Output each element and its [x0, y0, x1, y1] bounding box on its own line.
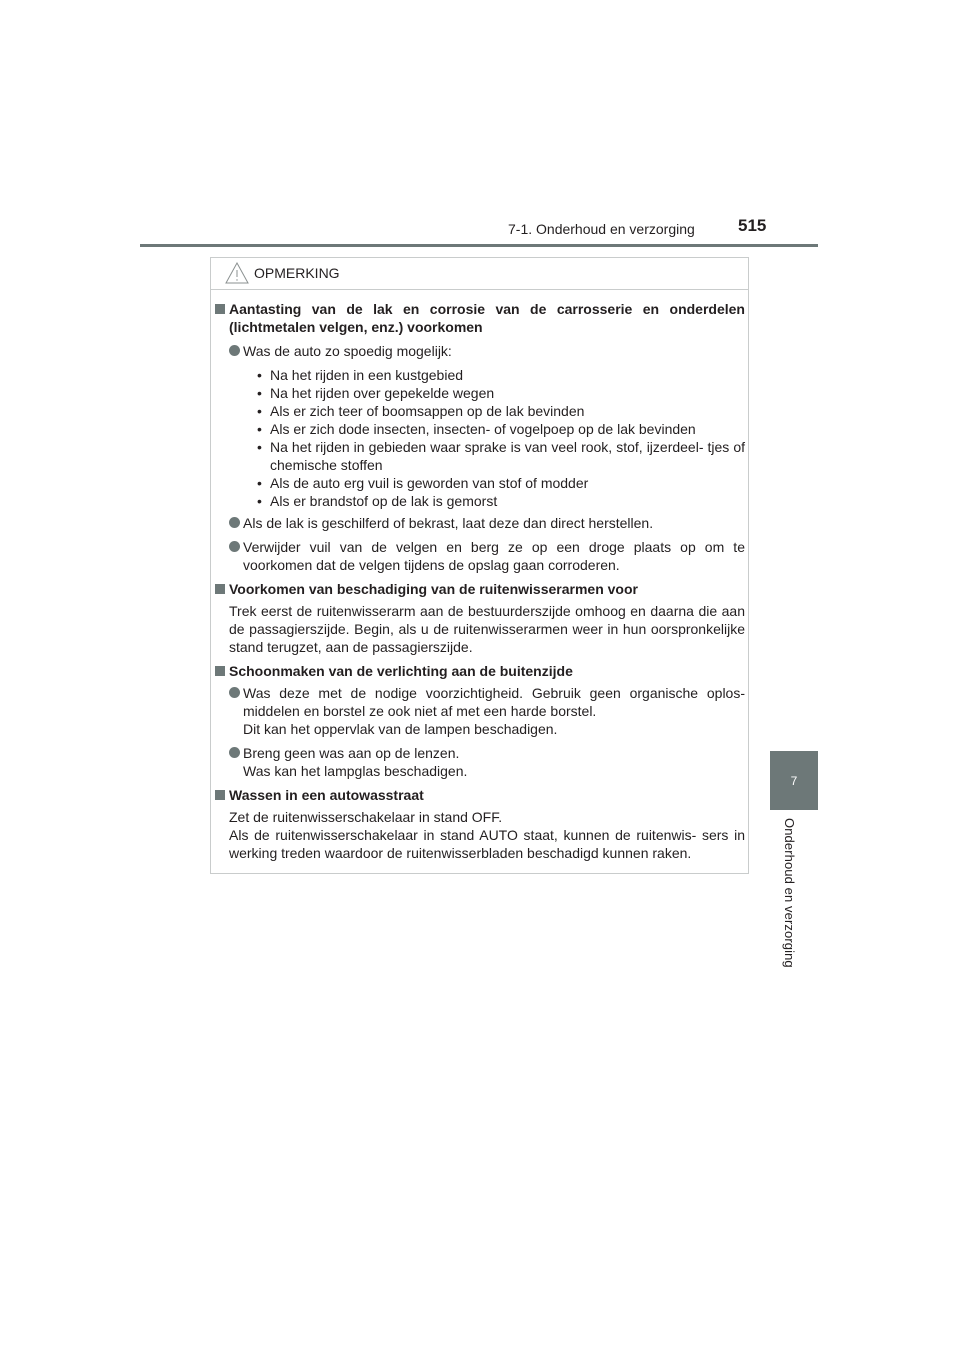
square-bullet-icon [215, 790, 225, 800]
sub-list-item: • Na het rijden over gepekelde wegen [257, 385, 495, 401]
section-title: Schoonmaken van de verlichting aan de buitenzijde [229, 663, 573, 679]
sub-list-item: • Als er brandstof op de lak is gemorst [257, 493, 498, 509]
list-item [229, 514, 745, 532]
notice-label: OPMERKING [254, 265, 340, 281]
sub-list [243, 366, 745, 510]
notice-box [210, 257, 749, 874]
chapter-side-title: Onderhoud en verzorging [782, 818, 797, 968]
section-title: Voorkomen van beschadiging van de ruitenwisserarmen voor [229, 581, 638, 597]
section-wiper-arms [215, 580, 745, 656]
section-text: Trek eerst de ruitenwisserarm aan de bestuurderszijde omhoog en daarna die aan de passagierszijde. Begin, als u de ruitenwisserarmen weer in hun oorspronkelijke stand terugzet, aan de passagierszijde. [229, 603, 745, 655]
chapter-number: 7 [790, 773, 798, 788]
page-number: 515 [738, 216, 767, 235]
warning-triangle-icon [225, 262, 249, 284]
section-title: Wassen in een autowasstraat [229, 787, 424, 803]
sub-list-item: • Na het rijden in gebieden waar sprake is van veel rook, stof, ijzerdeel- tjes of chemische stoffen [257, 439, 745, 473]
square-bullet-icon [215, 304, 225, 314]
item-text: Verwijder vuil van de velgen en berg ze op een droge plaats op om te voorkomen dat de velgen tijdens de opslag gaan corroderen. [243, 539, 745, 573]
chapter-tab[interactable] [770, 751, 818, 810]
item-text: Was de auto zo spoedig mogelijk: [243, 343, 452, 359]
list-item [229, 538, 745, 574]
square-bullet-icon [215, 666, 225, 676]
round-bullet-icon [229, 541, 240, 552]
notice-body [215, 300, 745, 862]
item-text: Als de lak is geschilferd of bekrast, laat deze dan direct herstellen. [243, 515, 654, 531]
notice-header [211, 258, 748, 290]
section-extra: Als de ruitenwisserschakelaar in stand AUTO staat, kunnen de ruitenwis- sers in werking treden waardoor de ruitenwisserbladen beschadigd kunnen raken. [229, 827, 745, 861]
round-bullet-icon [229, 687, 240, 698]
section-text: Zet de ruitenwisserschakelaar in stand OFF. [229, 809, 503, 825]
section-exterior-lights [215, 662, 745, 780]
round-bullet-icon [229, 345, 240, 356]
square-bullet-icon [215, 584, 225, 594]
list-item [229, 342, 745, 510]
sub-list-item: • Na het rijden in een kustgebied [257, 367, 464, 383]
item-extra: Dit kan het oppervlak van de lampen beschadigen. [243, 721, 558, 737]
header-section-title: 7-1. Onderhoud en verzorging [508, 221, 695, 237]
round-bullet-icon [229, 517, 240, 528]
item-extra: Was kan het lampglas beschadigen. [243, 763, 468, 779]
round-bullet-icon [229, 747, 240, 758]
sub-list-item: • Als de auto erg vuil is geworden van stof of modder [257, 475, 589, 491]
item-text: Was deze met de nodige voorzichtigheid. Gebruik geen organische oplos- middelen en borstel ze ook niet af met een harde borstel. [243, 685, 745, 719]
list-item [229, 684, 745, 738]
sub-list-item: • Als er zich dode insecten, insecten- of vogelpoep op de lak bevinden [257, 421, 696, 437]
list-item [229, 744, 745, 780]
header-rule [140, 244, 818, 247]
section-title: Aantasting van de lak en corrosie van de carrosserie en onderdelen (lichtmetalen velgen, enz.) voorkomen [229, 301, 745, 335]
sub-list-item: • Als er zich teer of boomsappen op de lak bevinden [257, 403, 585, 419]
section-car-wash [215, 786, 745, 862]
item-text: Breng geen was aan op de lenzen. [243, 745, 460, 761]
section-paint-corrosion [215, 300, 745, 574]
